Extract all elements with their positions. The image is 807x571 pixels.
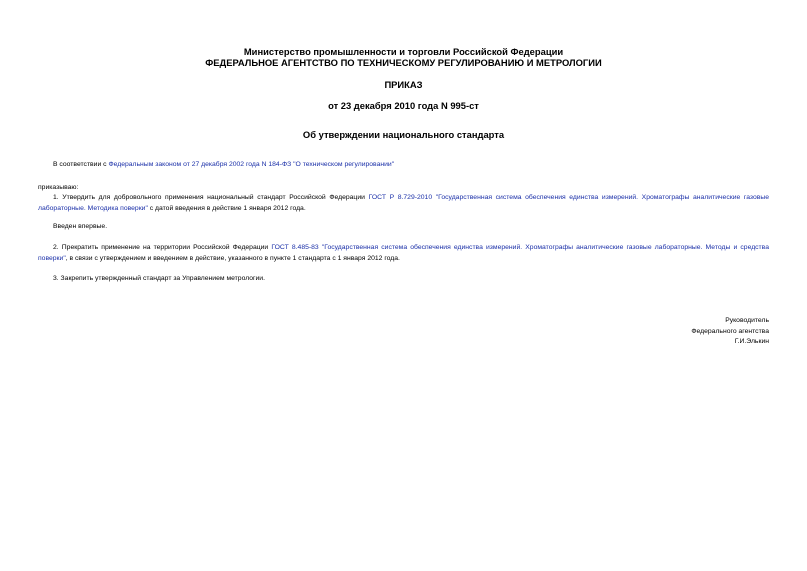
item-2-tail: , в связи с утверждением и введением в действие, указанного в пункте 1 стандарта с 1 января 2012 года. bbox=[65, 255, 400, 262]
item-1-paragraph bbox=[38, 192, 769, 214]
signature-name: Г.И.Элькин bbox=[734, 338, 769, 345]
doc-date-number: от 23 декабря 2010 года N 995-ст bbox=[328, 100, 479, 111]
intro-paragraph bbox=[38, 159, 769, 170]
item-1-tail: с датой введения в действие 1 января 2012 года. bbox=[147, 205, 306, 212]
item-1-text: 1. Утвердить для добровольного применения национальный стандарт Российской Федерации bbox=[53, 194, 369, 201]
signature-position: Руководитель bbox=[725, 317, 769, 324]
signature-organization: Федерального агентства bbox=[691, 327, 769, 335]
orders-line: приказываю: bbox=[38, 184, 79, 191]
doc-type-title: ПРИКАЗ bbox=[384, 79, 423, 90]
agency-title: ФЕДЕРАЛЬНОЕ АГЕНТСТВО ПО ТЕХНИЧЕСКОМУ РЕГУЛИРОВАНИЮ И МЕТРОЛОГИИ bbox=[205, 57, 602, 68]
federal-law-link[interactable]: Федеральным законом от 27 декабря 2002 года N 184-ФЗ "О техническом регулировании" bbox=[108, 161, 395, 168]
signature-block bbox=[691, 316, 769, 348]
item-3-paragraph: 3. Закрепить утвержденный стандарт за Управлением метрологии. bbox=[53, 275, 265, 282]
item-2-paragraph bbox=[38, 242, 769, 264]
gost-8-485-link[interactable]: ГОСТ 8.485-83 "Государственная система обеспечения единства измерений. Хроматографы аналитические газовые лабораторные. Методы и средства поверки" bbox=[38, 244, 769, 262]
item-2-text: 2. Прекратить применение на территории Российской Федерации bbox=[53, 244, 272, 251]
doc-subject: Об утверждении национального стандарта bbox=[302, 129, 505, 140]
gost-r-8-729-link[interactable]: ГОСТ Р 8.729-2010 "Государственная система обеспечения единства измерений. Хроматографы аналитические газовые лабораторные. Методика поверки" bbox=[38, 194, 770, 212]
ministry-title: Министерство промышленности и торговли Российской Федерации bbox=[243, 46, 564, 57]
introduced-note: Введен впервые. bbox=[53, 223, 108, 230]
intro-text: В соответствии с bbox=[53, 161, 109, 168]
